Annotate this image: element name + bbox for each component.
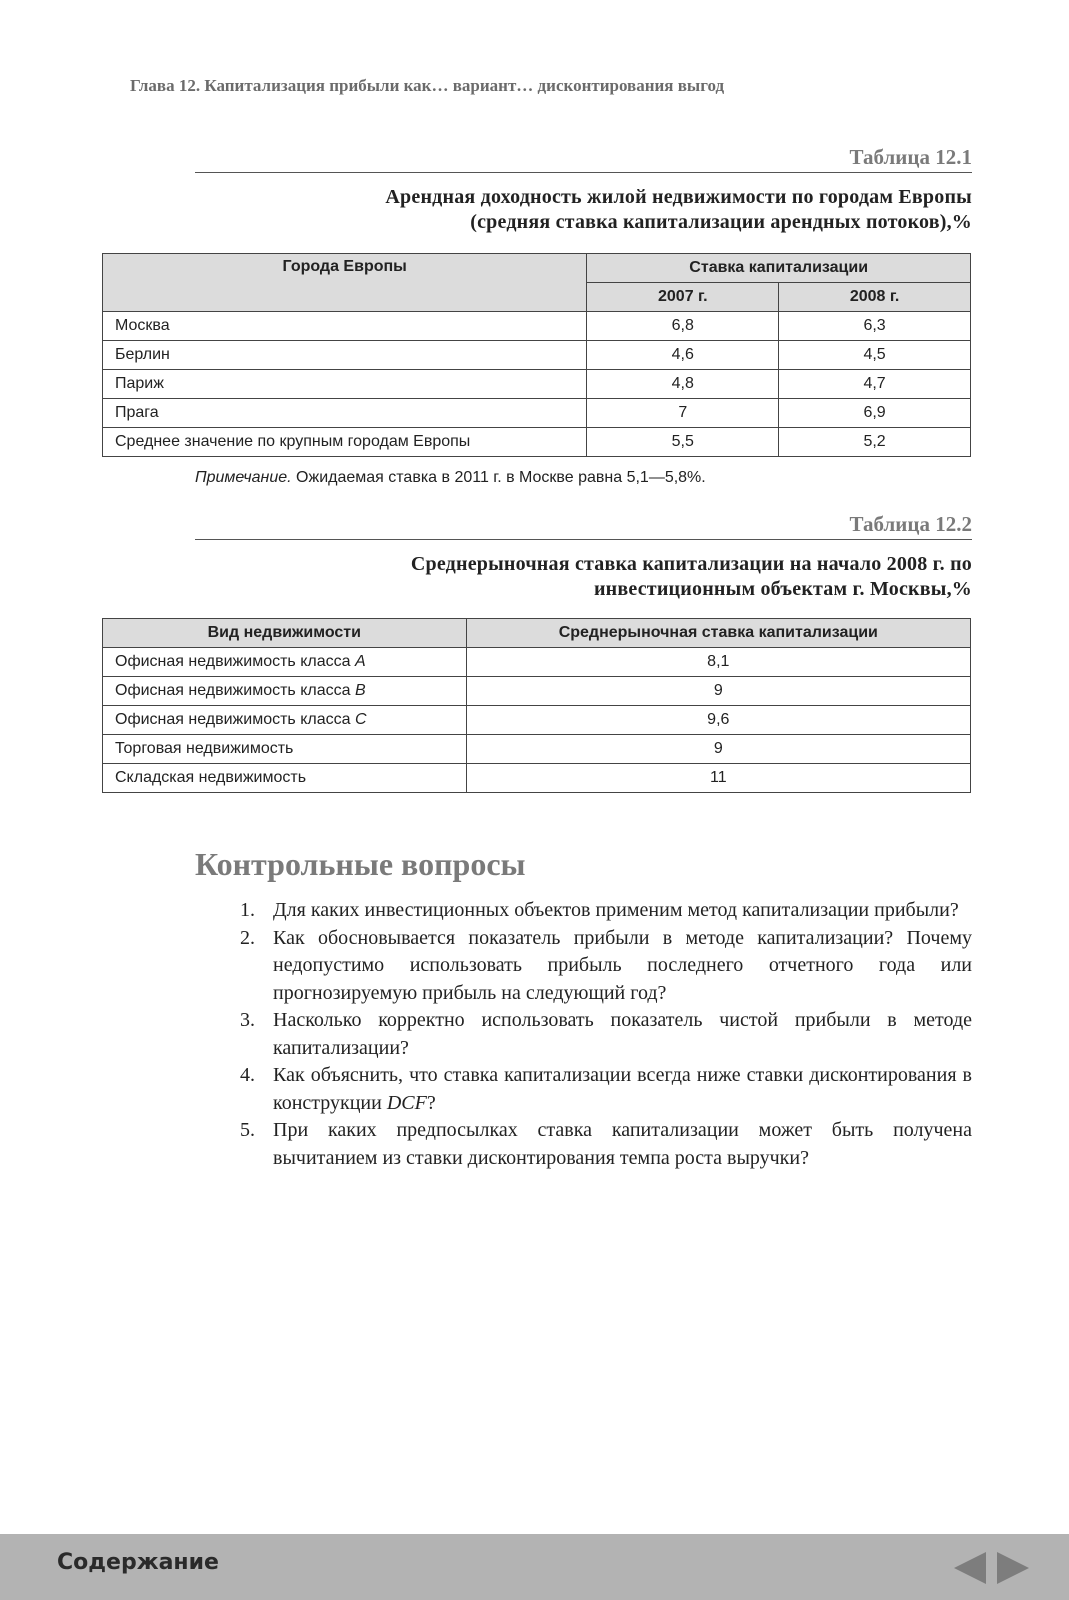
question-text: Как обосновывается показатель прибыли в методе капитализации? Почему недопустимо использовать прибыль последнего отчетного года или прогнозируемую прибыль на следующий год? [273, 926, 972, 1004]
table2-header-type: Вид недвижимости [103, 619, 467, 648]
table1 [102, 253, 971, 457]
table2-title-line1: Среднерыночная ставка капитализации на начало 2008 г. по [410, 553, 972, 575]
table1-cell-2008: 6,3 [779, 312, 971, 341]
question-tail: ? [426, 1091, 436, 1114]
table1-cell-2008: 4,7 [779, 370, 971, 399]
questions-list [195, 897, 972, 1172]
table2-type-text: Офисная недвижимость класса [115, 653, 355, 670]
table2-cell-rate: 11 [466, 764, 970, 793]
table1-title [195, 185, 972, 235]
table1-cell-2007: 4,6 [587, 341, 779, 370]
table1-caption [195, 145, 972, 235]
footer-bar [0, 1534, 1069, 1600]
question-number: 4. [240, 1064, 255, 1086]
question-number: 3. [240, 1009, 255, 1031]
table1-header-2007: 2007 г. [587, 283, 779, 312]
table1-row [103, 370, 971, 399]
table1-note-label: Примечание. [195, 469, 292, 486]
table2-number: Таблица 12.2 [195, 512, 972, 540]
table1-cell-city: Париж [103, 370, 587, 399]
table1-cell-2008: 6,9 [779, 399, 971, 428]
table2-cell-type [103, 677, 467, 706]
question-text: При каких предпосылках ставка капитализации может быть получена вычитанием из ставки дисконтирования темпа роста выручки? [273, 1119, 972, 1169]
table2-cell-rate: 9 [466, 735, 970, 764]
table1-cell-city: Берлин [103, 341, 587, 370]
table2-row [103, 735, 971, 764]
table2-caption [195, 512, 972, 602]
table1-cell-city: Среднее значение по крупным городам Европы [103, 428, 587, 457]
table1-row [103, 341, 971, 370]
table1-cell-2007: 4,8 [587, 370, 779, 399]
table1-header-rate: Ставка капитализации [587, 254, 971, 283]
table2-cell-rate: 8,1 [466, 648, 970, 677]
triangle-left-icon[interactable] [954, 1552, 986, 1584]
table2-title-line2: инвестиционным объектам г. Москвы,% [593, 578, 972, 600]
table2-cell-rate: 9 [466, 677, 970, 706]
table2-cell-rate: 9,6 [466, 706, 970, 735]
table1-cell-2008: 4,5 [779, 341, 971, 370]
table1-title-line2: (средняя ставка капитализации арендных потоков),% [470, 211, 972, 233]
table1-header-city: Города Европы [103, 254, 587, 312]
table2-cell-type [103, 648, 467, 677]
table1-row [103, 312, 971, 341]
table1-cell-2008: 5,2 [779, 428, 971, 457]
section-title: Контрольные вопросы [195, 846, 526, 882]
table2-row [103, 677, 971, 706]
triangle-right-icon[interactable] [997, 1552, 1029, 1584]
table2-type-text: Торговая недвижимость [115, 740, 294, 757]
question-abbr: DCF [386, 1091, 427, 1114]
question-item [195, 925, 972, 1008]
table2-row [103, 706, 971, 735]
table1-number: Таблица 12.1 [195, 145, 972, 173]
question-number: 1. [240, 899, 255, 921]
question-item [195, 897, 972, 925]
question-item [195, 1007, 972, 1062]
question-item [195, 1117, 972, 1172]
table1-title-line1: Арендная доходность жилой недвижимости по городам Европы [385, 186, 972, 208]
question-text: Как объяснить, что ставка капитализации всегда ниже ставки дисконтирования в конструкции [273, 1064, 972, 1114]
table2-row [103, 648, 971, 677]
table2-row [103, 764, 971, 793]
table1-cell-city: Прага [103, 399, 587, 428]
table1-note-text: Ожидаемая ставка в 2011 г. в Москве равна 5,1—5,8%. [291, 469, 706, 486]
question-text: Для каких инвестиционных объектов применим метод капитализации прибыли? [273, 899, 959, 921]
table2-type-text: Офисная недвижимость класса [115, 682, 355, 699]
question-text: Насколько корректно использовать показатель чистой прибыли в методе капитализации? [273, 1009, 972, 1059]
table2-type-class: A [354, 653, 366, 670]
table1-header-2008: 2008 г. [779, 283, 971, 312]
table2-type-text: Офисная недвижимость класса [115, 711, 355, 728]
table2-type-text: Складская недвижимость [115, 769, 307, 786]
question-item [195, 1062, 972, 1117]
running-header: Глава 12. Капитализация прибыли как… вариант… дисконтирования выгод [130, 76, 725, 95]
table2-cell-type [103, 706, 467, 735]
table1-row [103, 399, 971, 428]
question-number: 5. [240, 1119, 255, 1141]
table2-type-class: B [354, 682, 366, 699]
contents-link[interactable]: Содержание [57, 1550, 219, 1575]
table1-note [195, 469, 706, 487]
table1-cell-2007: 6,8 [587, 312, 779, 341]
table2-header-rate: Среднерыночная ставка капитализации [466, 619, 970, 648]
question-number: 2. [240, 926, 255, 949]
table2-cell-type [103, 735, 467, 764]
table2-title [195, 552, 972, 602]
table2-cell-type [103, 764, 467, 793]
table1-cell-city: Москва [103, 312, 587, 341]
table2-type-class: C [354, 711, 367, 728]
table1-cell-2007: 5,5 [587, 428, 779, 457]
table2 [102, 618, 971, 793]
table1-row [103, 428, 971, 457]
table1-cell-2007: 7 [587, 399, 779, 428]
